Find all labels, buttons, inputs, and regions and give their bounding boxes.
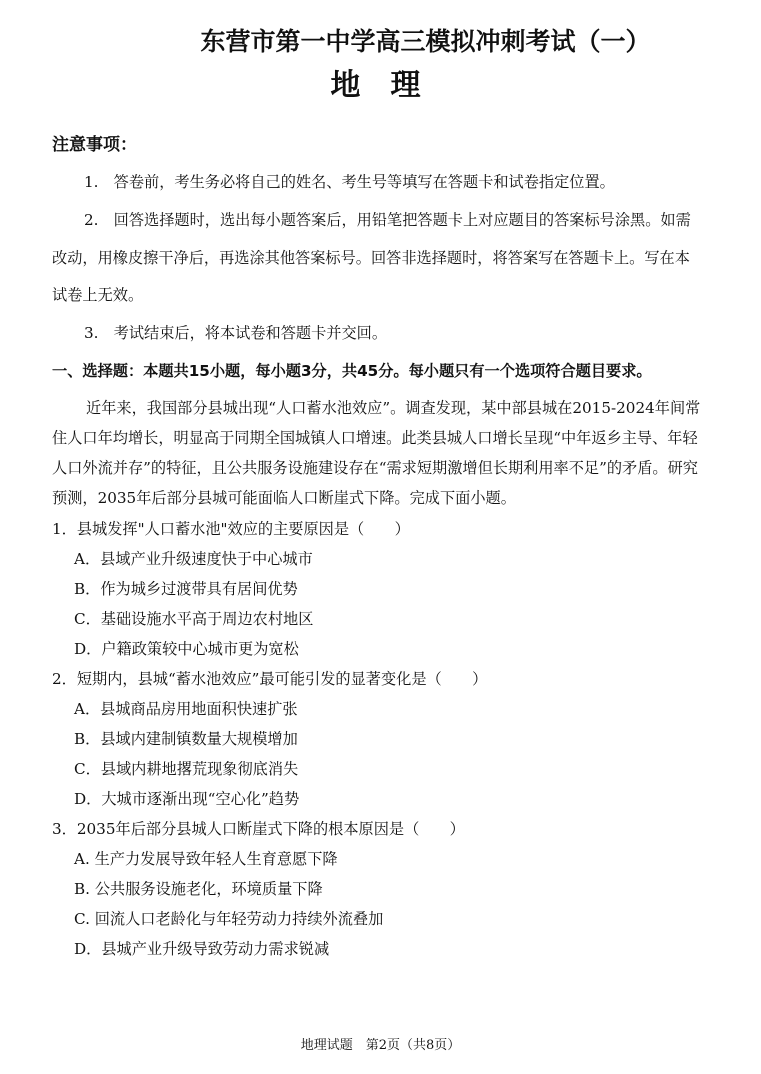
question-3-option-b: B. 公共服务设施老化，环境质量下降: [74, 880, 323, 898]
question-2-option-d: D．大城市逐渐出现“空心化”趋势: [74, 790, 300, 808]
question-2-option-b: B．县域内建制镇数量大规模增加: [74, 730, 298, 748]
passage-line-1: 近年来，我国部分县城出现“人口蓄水池效应”。调查发现，某中部县城在2015-2024年间常: [86, 399, 701, 417]
notice-item-2-line-2: 改动，用橡皮擦干净后，再选涂其他答案标号。回答非选择题时，将答案写在答题卡上。写在本: [52, 249, 690, 267]
notice-item-2-line-3: 试卷上无效。: [52, 286, 144, 304]
question-2-option-c: C．县域内耕地撂荒现象彻底消失: [74, 760, 299, 778]
section-heading: 一、选择题：本题共15小题，每小题3分，共45分。每小题只有一个选项符合题目要求。: [52, 362, 652, 380]
question-2-stem: 2．短期内，县城“蓄水池效应”最可能引发的显著变化是（ ）: [52, 670, 488, 688]
notice-item-1: 1. 答卷前，考生务必将自己的姓名、考生号等填写在答题卡和试卷指定位置。: [84, 173, 615, 191]
question-3-option-d: D．县城产业升级导致劳动力需求锐减: [74, 940, 330, 958]
passage-line-3: 人口外流并存”的特征，且公共服务设施建设存在“需求短期激增但长期利用率不足”的矛盾。研究: [52, 459, 698, 477]
notice-heading: 注意事项：: [52, 135, 137, 155]
question-2-option-a: A．县城商品房用地面积快速扩张: [74, 700, 298, 718]
question-1-option-c: C．基础设施水平高于周边农村地区: [74, 610, 314, 628]
page-footer: 地理试题 第2页（共8页）: [300, 1038, 461, 1053]
question-1-stem: 1．县城发挥"人口蓄水池"效应的主要原因是（ ）: [52, 520, 410, 538]
notice-item-3: 3. 考试结束后，将本试卷和答题卡并交回。: [84, 324, 388, 342]
passage-line-4: 预测，2035年后部分县城可能面临人口断崖式下降。完成下面小题。: [52, 489, 516, 507]
question-1-option-d: D．户籍政策较中心城市更为宽松: [74, 640, 299, 658]
question-3-option-a: A. 生产力发展导致年轻人生育意愿下降: [74, 850, 338, 868]
subject-title: 地理: [330, 68, 451, 103]
passage-line-2: 住人口年均增长，明显高于同期全国城镇人口增速。此类县城人口增长呈现“中年返乡主导、年轻: [52, 429, 698, 447]
question-1-option-b: B．作为城乡过渡带具有居间优势: [74, 580, 298, 598]
question-3-stem: 3．2035年后部分县城人口断崖式下降的根本原因是（ ）: [52, 820, 465, 838]
question-1-option-a: A．县域产业升级速度快于中心城市: [74, 550, 313, 568]
notice-item-2-line-1: 2. 回答选择题时，选出每小题答案后，用铅笔把答题卡上对应题目的答案标号涂黑。如需: [84, 211, 691, 229]
question-3-option-c: C. 回流人口老龄化与年轻劳动力持续外流叠加: [74, 910, 384, 928]
exam-title: 东营市第一中学高三模拟冲刺考试（一）: [200, 27, 651, 56]
